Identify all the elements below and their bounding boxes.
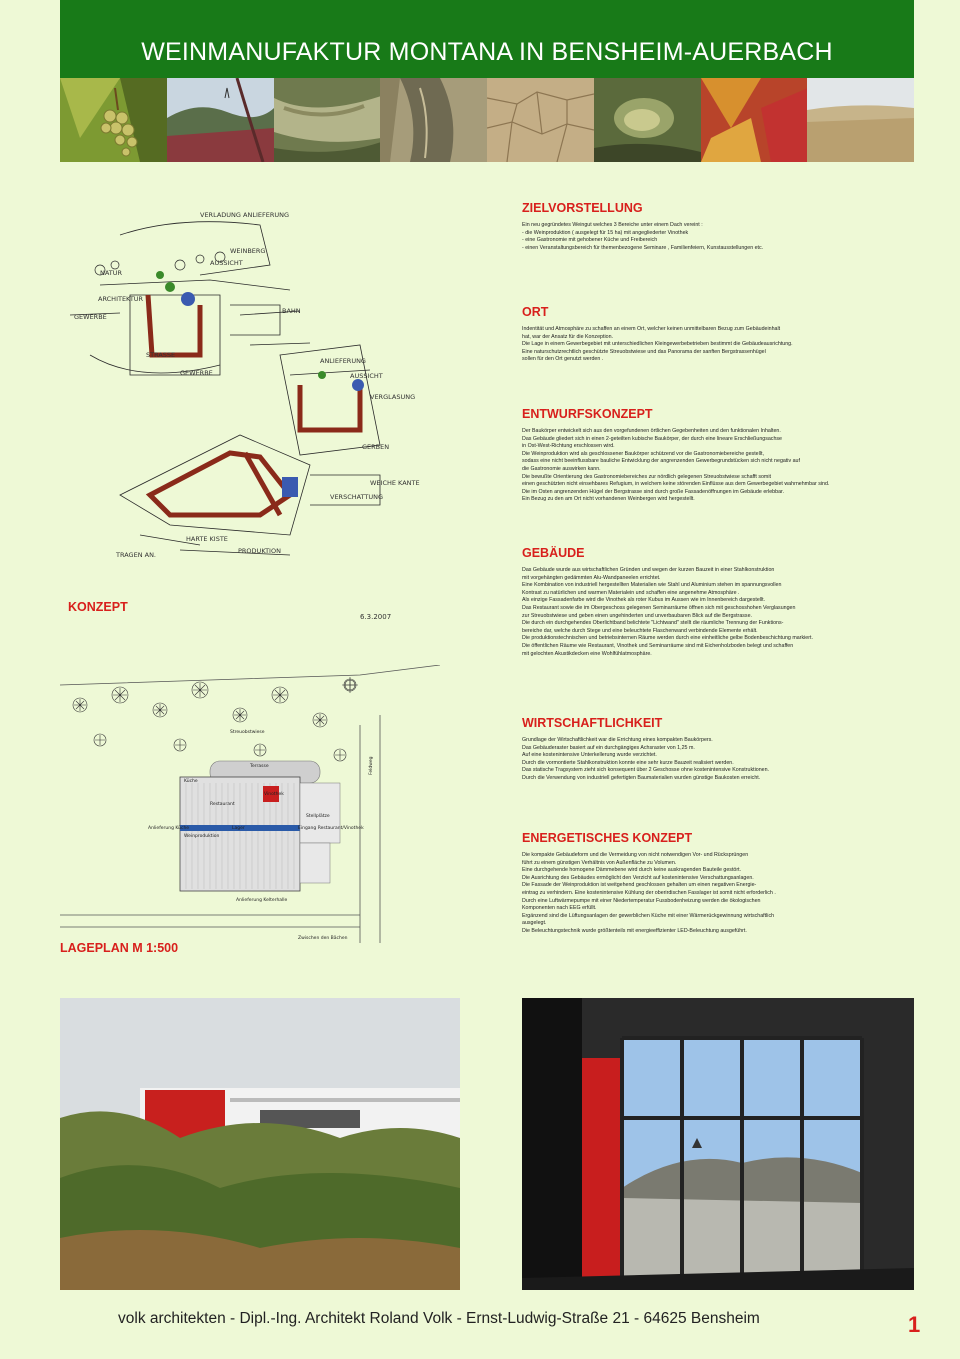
plan-label: Eingang Restaurant/Vinothek [298, 826, 364, 831]
interior-window-photo [522, 998, 914, 1290]
vine-bark-photo [274, 78, 381, 162]
footer-address: volk architekten - Dipl.-Ing. Architekt Roland Volk - Ernst-Ludwig-Straße 21 - 64625 Bensheim [118, 1310, 760, 1327]
site-plan [60, 665, 460, 943]
plan-label: Restaurant [210, 802, 235, 807]
section-entwurfskonzept [522, 407, 912, 504]
sketch-annotation: ARCHITEKTUR [98, 295, 144, 303]
sketch-annotation: AUSSICHT [210, 259, 243, 267]
sketch-annotation: ANLIEFERUNG [320, 357, 366, 365]
sketch-annotation: WEINBERG [230, 247, 266, 255]
section-gebaeude [522, 546, 912, 658]
plan-label: Streuobstwiese [230, 730, 265, 735]
sketch-date: 6.3.2007 [360, 613, 392, 621]
sketch-annotation: GEWERBE [74, 313, 107, 321]
vineyard-hills-photo [167, 78, 274, 162]
section-body: Das Gebäude wurde aus wirtschaftlichen Gründen und wegen der kurzen Bauzeit in einer Stahlkonstruktion mit vorgehängten gedämmten Alu-Wandpaneelen errichtet. Eine Kombination von industriell hergestellten Materialien wie Stahl und Aluminium stehen im spannungsvollen Kontrast zu natürlichen und warmen Materialein und schaffen eine angenehme Atmosphäre . Als einzige Fassadenfarbe wird die Vinothek als roter Kubus im Aussen wie im Innenbereich dargestellt. Das Restaurant sowie die im Obergeschoss gelegenen Seminarräume öffnen sich mit geschosshohen Verglasungen zur Streuobstwiese und geben einen ungehinderten und unverbaubaren Blick auf die Bergstrasse. Die durch ein durchgehendes Oberlichtband belichtete "Lichtwand" stellt die räumliche Trennung der Funktions- bereiche dar, welche durch Stege und eine beleuchtete Flaschenwand verbindende Elemente erhält. Die produktionstechnischen und betriebsinternen Räume werden durch eine einheitliche gelbe Bodenbeschichtung markiert. Die öffentlichen Räume wie Restaurant, Vinothek und Seminarräume sind mit Eichenholzboden belegt und schaffen mit gelochten Akustikdecken eine Wohlfühlatmosphäre. [522, 567, 813, 657]
section-body: Der Baukörper entwickelt sich aus den vorgefundenen örtlichen Gegebenheiten und den funktionalen Inhalten. Das Gebäude gliedert sich in einen 2-geteilten kubische Baukörper, der durch eine lineare Erschließungsachse in Ost-West-Richtung erschlossen wird. Die Weinproduktion wird als geschlossener Baukörper schützend vor die Gastronomiebereiche gestellt, sodass eine nicht beeinflussbare bauliche Entwicklung der angrenzenden Gewerbegrundstücken sich nicht negativ auf die Gastronomie auswirken kann. Die bewußte Orientierung des Gastronomiebereiches zur nördlich gelegenen Streuobstwiese schafft somit einen geschützten nicht einsehbares Refugium, in welchem keine störenden Einflüsse aus dem Gewerbegebiet wahrnehmbar sind. Die im Osten angrenzenden Hügel der Bergstrasse sind durch große Fassadenöffnungen im Gebäude erlebbar. Ein Bezug zu den am Ort nicht vorhandenen Weinbergen wird hergestellt. [522, 428, 830, 503]
sketch-annotation: PRODUKTION [238, 547, 281, 555]
sketch-annotation: VERLADUNG ANLIEFERUNG [200, 211, 289, 219]
section-body: Indentität und Atmosphäre zu schaffen an einem Ort, welcher keinen unmittelbaren Bezug zum Gebäudeinhalt hat, war der Ansatz für die Konzeption. Die Lage in einem Gewerbegebiet mit unterschiedlichen Kleingewerbebetrieben bestimmt die Gebäudeausrichtung. Eine naturschutzrechtlich geschützte Streuobstwiese und das Panorama der sanften Bergstrassenhügel sollen für den Ort genutzt werden . [522, 326, 793, 363]
section-energetisches-konzept [522, 831, 912, 936]
sketch-annotation: STRASSE [146, 351, 176, 359]
sketch-annotation: TRAGEN AN. [116, 551, 157, 559]
plan-label: Vinothek [264, 792, 284, 797]
sketch-annotation: GERBEN [362, 443, 390, 451]
sketch-annotation: VERGLASUNG [370, 393, 416, 401]
sketch-annotation: NATUR [100, 269, 123, 277]
plan-label: Stellplätze [306, 814, 330, 819]
photo-strip [60, 78, 914, 162]
plan-label: Anlieferung Kelterhalle [236, 898, 288, 903]
section-heading: ORT [522, 305, 549, 319]
vine-trunk-photo [380, 78, 487, 162]
konzept-label: KONZEPT [68, 600, 128, 614]
sketch-annotation: AUSSICHT [350, 372, 383, 380]
section-body: Ein neu gegründetes Weingut welches 3 Bereiche unter einem Dach vereint : - die Weinproduktion ( ausgelegt für 15 ha) mit angegliederter Vinothek - eine Gastronomie mit gehobener Küche und Freibereich - einen Veranstaltungsbereich für themenbezogene Seminare , Familienfeiern, Kunstausstellungen etc. [522, 222, 764, 251]
section-heading: ENERGETISCHES KONZEPT [522, 831, 693, 845]
sketch-annotation: GEWERBE [180, 369, 213, 377]
dry-soil-photo [487, 78, 594, 162]
plan-label: Weinproduktion [184, 834, 220, 839]
section-heading: ZIELVORSTELLUNG [522, 201, 643, 215]
meadow-photo [807, 78, 914, 162]
page-number: 1 [908, 1312, 921, 1337]
plan-label: Feldweg [369, 756, 374, 775]
sketch-annotation: HARTE KISTE [186, 535, 228, 543]
section-body: Die kompakte Gebäudeform und die Vermeidung von nicht notwendigen Vor- und Rücksprüngen führt zu einem günstigen Verhältnis von Außenfläche zu Volumen. Eine durchgehende homogene Dämmebene wird durch keine auskragenden Bauteile gestört. Die Ausrichtung des Gebäudes ermöglicht den Verzicht auf kostenintensive Verschattungsanlagen. Die Fassade der Weinproduktion ist weitgehend geschlossen gehalten um einen negativen Energie- eintrag zu verhindern. Eine kostenintensive Kühlung der oberirdischen Fasslager ist somit nicht erforderlich . Durch eine Luftwärmepumpe mit einer Niedertemperatur Fussbodenheizung werden die ökologischen Komponenten nach EEG erfüllt. Ergänzend sind die Lüftungsanlagen der gewerblichen Küche mit einer Wärmerückgewinnung wirtschaftlich ausgelegt. Die Beleuchtungstechnik wurde größtenteils mit energieeffizienter LED-Beleuchtung ausgeführt. [522, 852, 776, 934]
section-zielvorstellung [522, 201, 912, 252]
moss-bark-photo [594, 78, 701, 162]
grapes-photo [60, 78, 167, 162]
section-ort [522, 305, 912, 364]
sketch-annotation: WEICHE KANTE [370, 479, 420, 487]
section-wirtschaftlichkeit [522, 716, 912, 783]
section-heading: GEBÄUDE [522, 546, 585, 560]
plan-label: Lager [232, 826, 245, 831]
lageplan-label: LAGEPLAN M 1:500 [60, 941, 179, 955]
autumn-leaves-photo [701, 78, 808, 162]
section-heading: ENTWURFSKONZEPT [522, 407, 653, 421]
plan-label: Zwischen den Bächen [298, 936, 348, 941]
header-bar [60, 0, 914, 78]
poster-title: WEINMANUFAKTUR MONTANA IN BENSHEIM-AUERBACH [141, 38, 833, 66]
section-heading: WIRTSCHAFTLICHKEIT [522, 716, 663, 730]
concept-sketch [60, 195, 460, 625]
exterior-photo [60, 998, 460, 1290]
plan-label: Küche [184, 779, 198, 784]
sketch-annotation: BAHN [282, 307, 301, 315]
plan-label: Anlieferung Küche [148, 826, 190, 831]
sketch-annotation: VERSCHATTUNG [330, 493, 384, 501]
section-body: Grundlage der Wirtschaftlichkeit war die Errichtung eines kompakten Baukörpers. Das Gebäuderaster basiert auf ein durchgängiges Achsraster von 1,25 m. Auf eine kostenintensive Unterkellerung wurde verzichtet. Durch die vormontierte Stahlkonstruktion konnte eine sehr kurze Bauzeit realisiert werden. Das statische Tragsystem zieht sich konsequent über 2 Geschosse ohne kostenintensive Konstruktionen. Durch die Verwendung von industriell gefertigten Baumaterialien wurden günstige Baukosten erreicht. [522, 737, 770, 781]
plan-label: Terrasse [250, 764, 269, 769]
